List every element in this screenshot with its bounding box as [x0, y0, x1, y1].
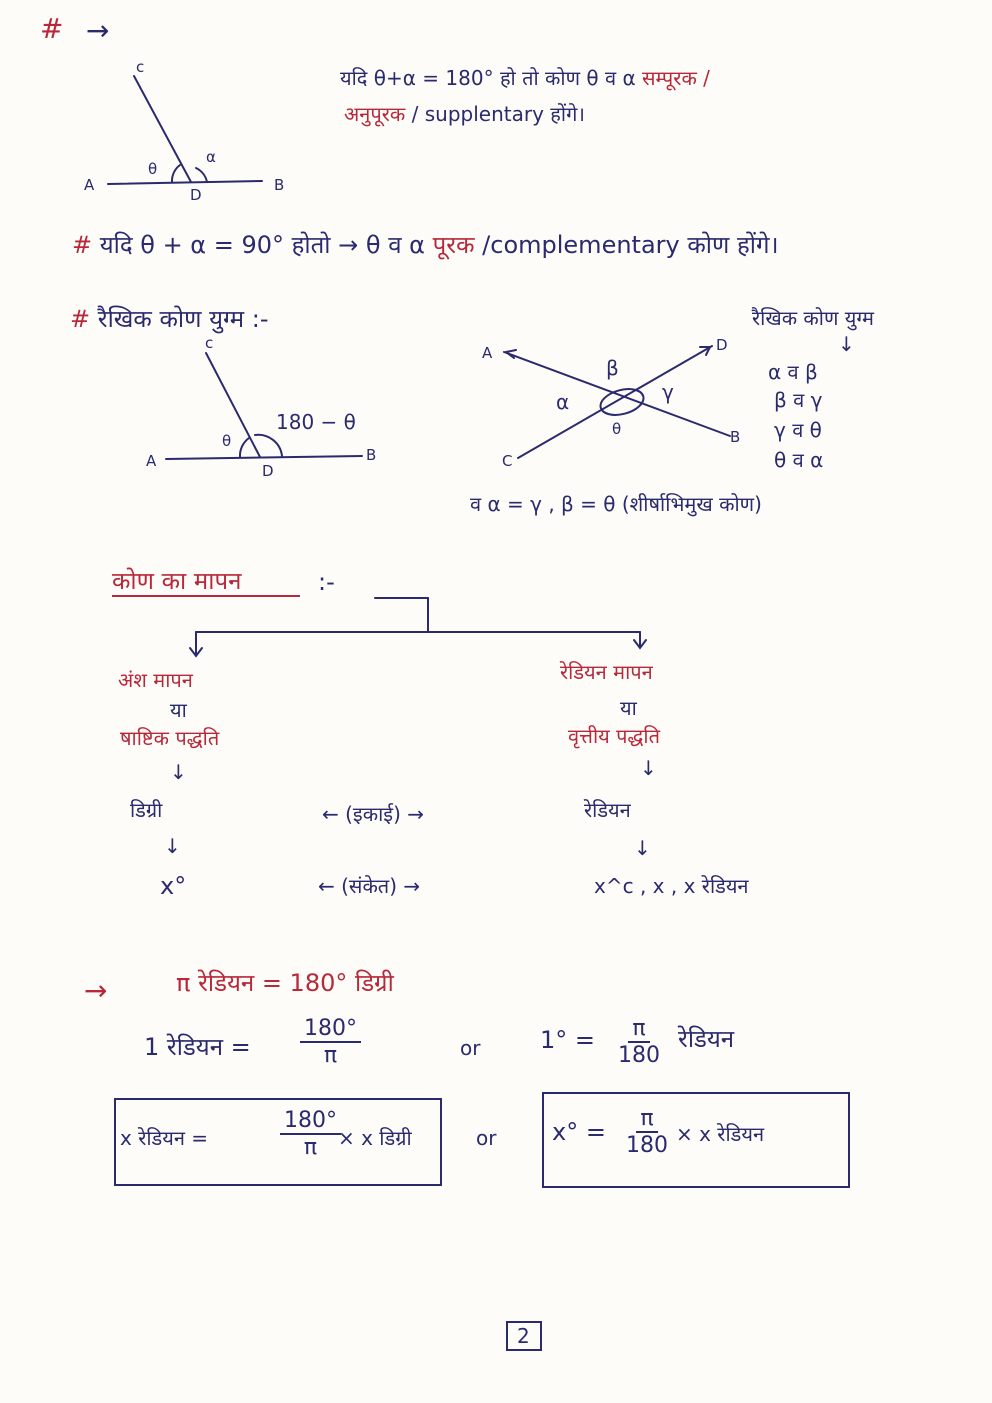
diag1-label-alpha: α: [206, 148, 216, 166]
pair-item: β व γ: [774, 388, 823, 412]
supplentary-text: / supplentary होंगे।: [411, 102, 585, 126]
diag3-label-alpha: α: [556, 390, 570, 414]
diag2-label-theta: θ: [222, 432, 232, 450]
complementary-hash: #: [72, 231, 93, 259]
radian-or: या: [620, 696, 637, 720]
diag1-label-c: c: [136, 58, 145, 76]
complementary-text1: यदि θ + α = 90° होतो → θ व α: [99, 231, 425, 259]
line-cd-2: [206, 353, 260, 457]
header-hash: #: [40, 12, 64, 45]
diag1-label-theta: θ: [148, 160, 158, 178]
degree-arrow-1: ↓: [170, 760, 187, 784]
measurement-title-suffix: :-: [318, 568, 335, 596]
radian-arrow-2: ↓: [634, 836, 651, 860]
formula2-denominator: 180: [618, 1043, 660, 1069]
box1-left: x रेडियन =: [120, 1126, 209, 1150]
linear-pair-list-title: रैखिक कोण युग्म: [752, 306, 874, 330]
radian-symbol: x^c , x , x रेडियन: [594, 874, 749, 898]
arc-alpha-1: [196, 168, 207, 182]
formula1-fraction: [300, 1016, 361, 1069]
formula1-left: 1 रेडियन =: [144, 1033, 251, 1061]
diag1-label-d: D: [190, 186, 202, 204]
supplementary-text: यदि θ+α = 180° हो तो कोण θ व α: [340, 66, 636, 90]
supplementary-line2: [344, 100, 585, 127]
symbol-label: ← (संकेत) →: [318, 874, 421, 898]
header-arrow: →: [86, 14, 110, 47]
degree-symbol: x°: [160, 872, 187, 900]
arc-180-2: [255, 435, 282, 456]
degree-unit: डिग्री: [130, 798, 163, 822]
circular-system: वृत्तीय पद्धति: [568, 724, 660, 748]
box1-right: × x डिग्री: [338, 1126, 412, 1150]
or-2: or: [476, 1126, 497, 1150]
complementary-red: पूरक: [432, 231, 475, 259]
linear-pair-title: रैखिक कोण युग्म :-: [97, 305, 269, 333]
degree-measure-head: अंश मापन: [118, 668, 193, 692]
box1-denominator: π: [303, 1135, 318, 1161]
diag3-label-b: B: [730, 428, 741, 446]
box2-numerator: π: [636, 1106, 657, 1133]
formula1-denominator: π: [323, 1043, 338, 1069]
diag3-label-a: A: [482, 344, 493, 362]
or-1: or: [460, 1036, 481, 1060]
diag3-label-d: D: [716, 336, 728, 354]
line-ab-1: [108, 181, 262, 184]
box2-fraction: [626, 1106, 668, 1159]
unit-label: ← (इकाई) →: [322, 802, 425, 826]
measurement-title: कोण का मापन: [112, 567, 242, 595]
supplementary-red-text: सम्पूरक /: [642, 66, 710, 90]
complementary-line: [72, 228, 779, 261]
formula2-numerator: π: [628, 1016, 649, 1043]
pair-item: γ व θ: [774, 418, 822, 442]
diag1-label-a: A: [84, 176, 95, 194]
formula2-left: 1° =: [540, 1026, 596, 1054]
diag3-label-theta: θ: [612, 420, 622, 438]
diag3-label-gamma: γ: [662, 380, 674, 404]
box2-denominator: 180: [626, 1133, 668, 1159]
diag2-label-angle: 180 − θ: [276, 410, 356, 434]
box2-left: x° =: [552, 1118, 606, 1146]
radian-measure-head: रेडियन मापन: [560, 660, 653, 684]
box1-numerator: 180°: [280, 1108, 341, 1135]
diag2-label-d: D: [262, 462, 274, 480]
diag3-label-beta: β: [606, 356, 619, 380]
diag1-label-b: B: [274, 176, 285, 194]
page-number: 2: [517, 1324, 530, 1348]
complementary-text2: /complementary कोण होंगे।: [482, 231, 779, 259]
formula1-numerator: 180°: [300, 1016, 361, 1043]
supplementary-line1: [340, 64, 710, 91]
linear-pair-hash: #: [70, 305, 91, 333]
linear-pair-heading: [70, 302, 269, 335]
degree-or: या: [170, 698, 187, 722]
diag2-label-a: A: [146, 452, 157, 470]
vertical-angles-note: व α = γ , β = θ (शीर्षाभिमुख कोण): [470, 492, 762, 516]
degree-arrow-2: ↓: [164, 834, 181, 858]
formula-main: π रेडियन = 180° डिग्री: [176, 969, 394, 997]
radian-unit: रेडियन: [584, 798, 631, 822]
box2-right: × x रेडियन: [676, 1122, 765, 1146]
pair-item: θ व α: [774, 448, 824, 472]
diag2-label-c: c: [205, 334, 214, 352]
line-cd-1: [134, 76, 191, 182]
formula2-right: रेडियन: [678, 1025, 735, 1053]
line-ab-2: [166, 456, 362, 459]
anupurak-text: अनुपूरक: [344, 102, 406, 126]
formula2-fraction: [618, 1016, 660, 1069]
sexagesimal-system: षाष्टिक पद्धति: [120, 726, 220, 750]
arc-theta-1: [172, 165, 180, 182]
radian-arrow-1: ↓: [640, 756, 657, 780]
pair-item: α व β: [768, 360, 818, 384]
arc-theta-2: [240, 438, 249, 457]
box1-fraction: [280, 1108, 341, 1161]
diag2-label-b: B: [366, 446, 377, 464]
linear-pair-list-arrow: ↓: [838, 332, 855, 356]
formula-arrow: →: [84, 974, 108, 1007]
diag3-label-c: C: [502, 452, 513, 470]
